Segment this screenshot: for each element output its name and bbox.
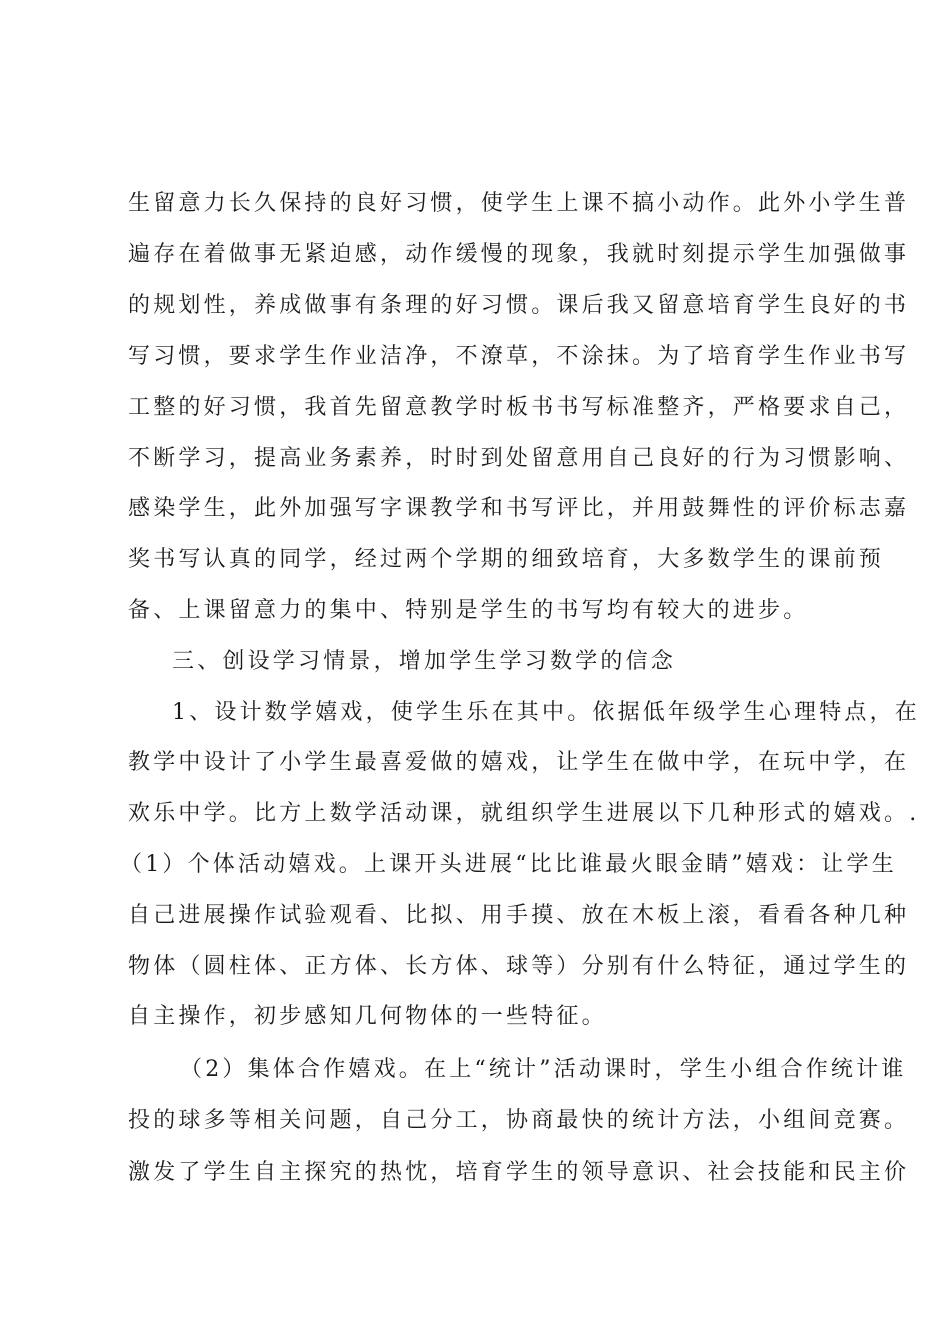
body-text-line: 感染学生，此外加强写字课教学和书写评比，并用鼓舞性的评价标志嘉 bbox=[128, 496, 910, 521]
body-text-line: 自己进展操作试验观看、比拟、用手摸、放在木板上滚，看看各种几种 bbox=[128, 903, 910, 928]
section-heading: 三、创设学习情景，增加学生学习数学的信念 bbox=[172, 649, 677, 674]
body-text-line: 物体（圆柱体、正方体、长方体、球等）分别有什么特征，通过学生的 bbox=[128, 954, 910, 979]
body-text-line: 写习惯，要求学生作业洁净，不潦草，不涂抹。为了培育学生作业书写 bbox=[128, 344, 910, 369]
body-text-line: 的规划性，养成做事有条理的好习惯。课后我又留意培育学生良好的书 bbox=[128, 293, 910, 318]
body-text-line: 自主操作，初步感知几何物体的一些特征。 bbox=[128, 1004, 607, 1029]
body-text-line: 不断学习，提高业务素养，时时到处留意用自己良好的行为习惯影响、 bbox=[128, 446, 910, 471]
body-text-line: 投的球多等相关问题，自己分工，协商最快的统计方法，小组间竞赛。 bbox=[128, 1108, 910, 1133]
body-text-line: （1）个体活动嬉戏。上课开头进展“比比谁最火眼金睛”嬉戏：让学生 bbox=[120, 852, 897, 877]
body-text-line: 奖书写认真的同学，经过两个学期的细致培育，大多数学生的课前预 bbox=[128, 547, 885, 572]
body-text-line: 欢乐中学。比方上数学活动课，就组织学生进展以下几种形式的嬉戏。. bbox=[128, 801, 920, 826]
body-text-line: 激发了学生自主探究的热忱，培育学生的领导意识、社会技能和民主价 bbox=[128, 1160, 910, 1185]
body-text-line: （2）集体合作嬉戏。在上“统计”活动课时，学生小组合作统计谁 bbox=[180, 1057, 907, 1082]
body-text-line: 生留意力长久保持的良好习惯，使学生上课不搞小动作。此外小学生普 bbox=[128, 191, 910, 216]
body-text-line: 遍存在着做事无紧迫感，动作缓慢的现象，我就时刻提示学生加强做事 bbox=[128, 242, 910, 267]
body-text-line: 工整的好习惯，我首先留意教学时板书书写标准整齐，严格要求自己， bbox=[128, 395, 910, 420]
body-text-line: 备、上课留意力的集中、特别是学生的书写均有较大的进步。 bbox=[128, 598, 809, 623]
body-text-line: 1、设计数学嬉戏，使学生乐在其中。依据低年级学生心理特点，在 bbox=[172, 700, 920, 725]
body-text-line: 教学中设计了小学生最喜爱做的嬉戏，让学生在做中学，在玩中学，在 bbox=[128, 750, 910, 775]
